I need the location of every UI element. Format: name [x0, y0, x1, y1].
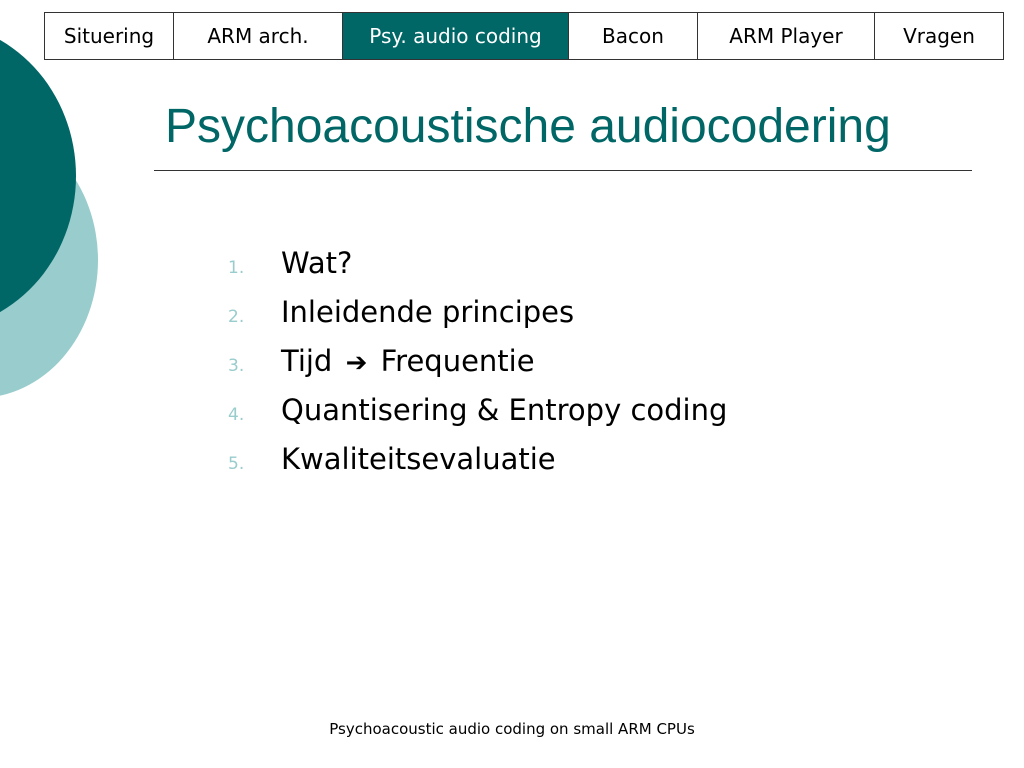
nav-tab-arm-arch[interactable]: ARM arch.: [174, 13, 343, 59]
nav-tab-psy-audio-coding[interactable]: Psy. audio coding: [343, 13, 569, 59]
right-arrow-icon: ➔: [345, 348, 368, 378]
list-text-before: Tijd: [281, 344, 333, 378]
slide-title: Psychoacoustische audiocodering: [165, 100, 891, 153]
list-text-after: Frequentie: [380, 344, 535, 378]
list-text: [281, 344, 535, 378]
nav-tab-bacon[interactable]: Bacon: [569, 13, 698, 59]
agenda-list: [228, 246, 727, 491]
list-number: 2.: [228, 307, 245, 327]
top-navigation: [44, 12, 1004, 60]
list-item: [228, 246, 727, 295]
nav-tab-arm-player[interactable]: ARM Player: [698, 13, 875, 59]
list-number: 1.: [228, 258, 245, 278]
list-text: Kwaliteitsevaluatie: [281, 442, 556, 476]
list-text: Wat?: [281, 246, 353, 280]
list-text: Inleidende principes: [281, 295, 575, 329]
nav-tab-vragen[interactable]: Vragen: [875, 13, 1003, 59]
list-item: [228, 344, 727, 393]
list-text: Quantisering & Entropy coding: [281, 393, 728, 427]
nav-tab-situering[interactable]: Situering: [45, 13, 174, 59]
list-number: 3.: [228, 356, 245, 376]
list-item: [228, 295, 727, 344]
list-number: 4.: [228, 405, 245, 425]
title-divider: [154, 170, 972, 171]
slide-footer: Psychoacoustic audio coding on small ARM CPUs: [329, 720, 695, 738]
list-item: [228, 393, 727, 442]
list-number: 5.: [228, 454, 245, 474]
list-item: [228, 442, 727, 491]
